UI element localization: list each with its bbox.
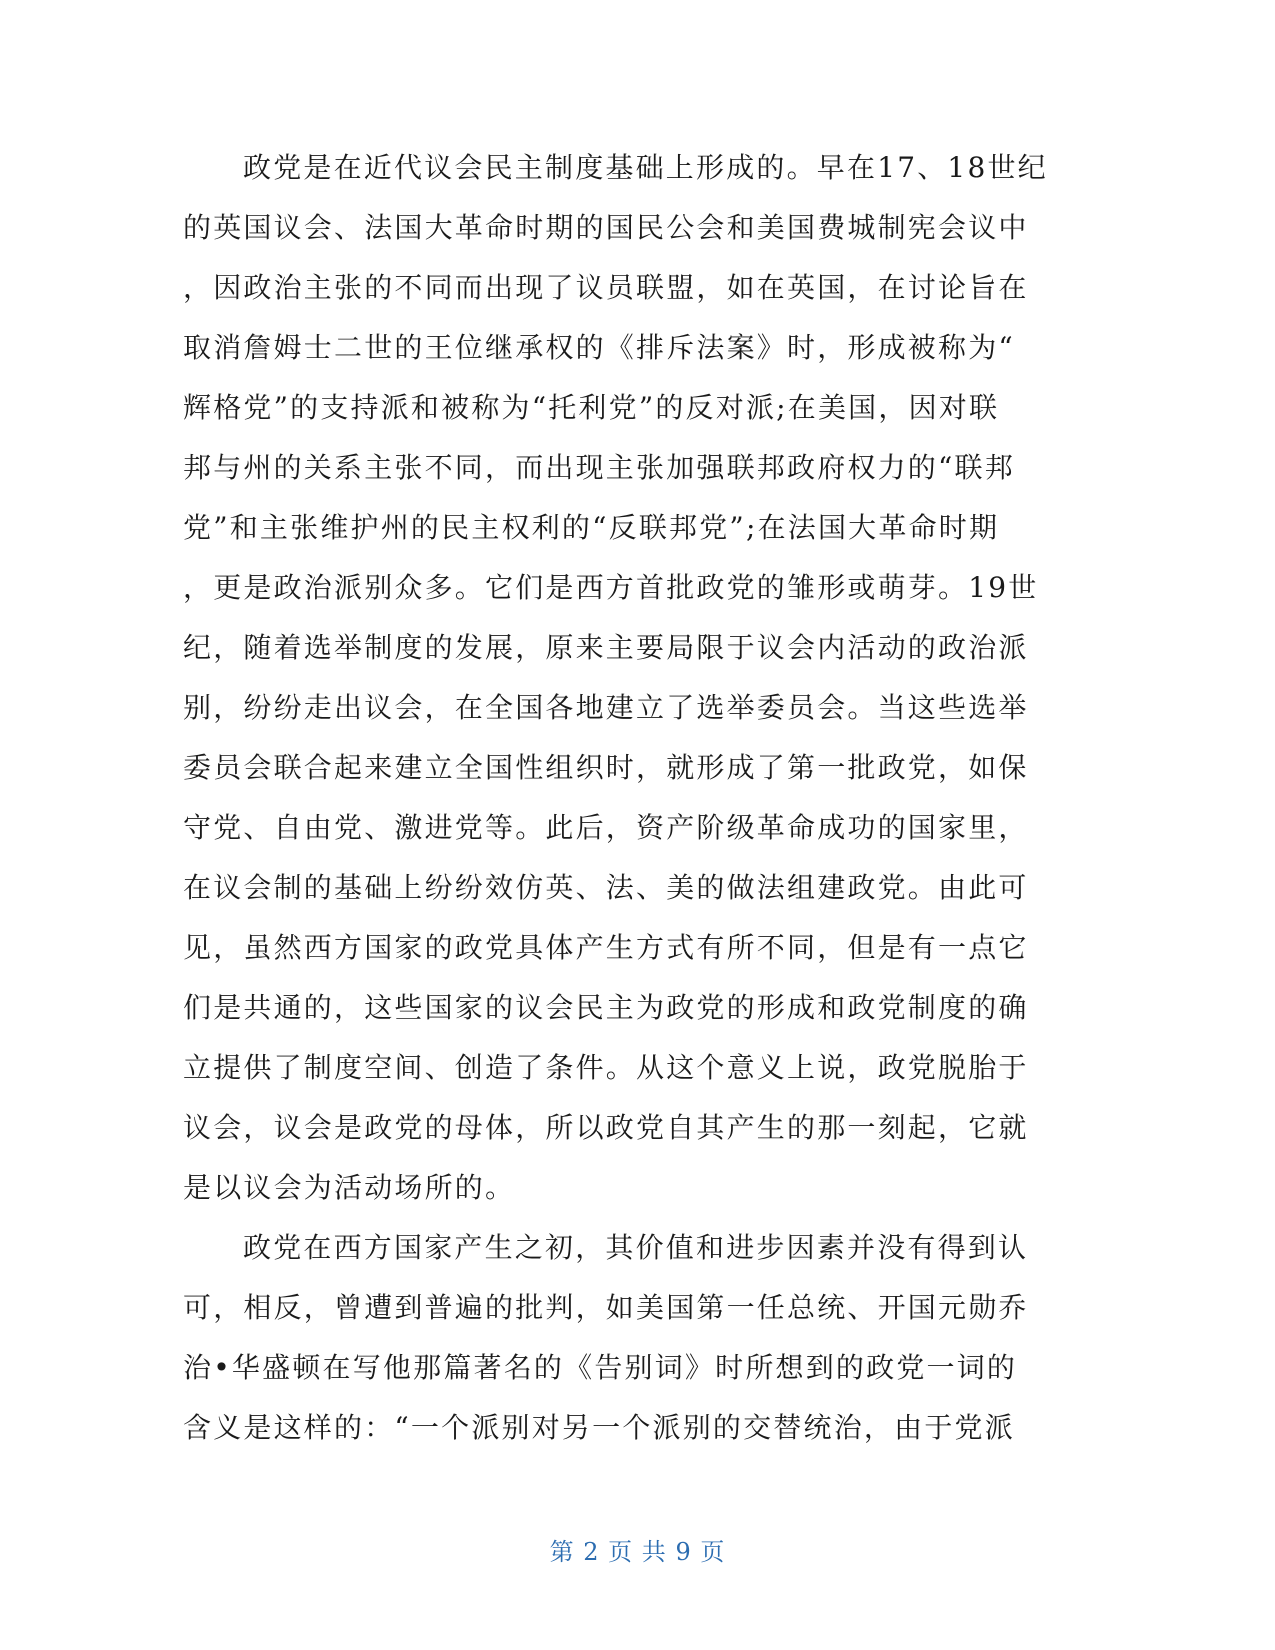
text-line: 取消詹姆士二世的王位继承权的《排斥法案》时，形成被称为“ (183, 331, 1015, 364)
text-line: 邦与州的关系主张不同，而出现主张加强联邦政府权力的“联邦 (183, 451, 1015, 484)
text-line: 在议会制的基础上纷纷效仿英、法、美的做法组建政党。由此可 (183, 871, 1029, 904)
text-line: 别，纷纷走出议会，在全国各地建立了选举委员会。当这些选举 (183, 691, 1029, 724)
text-line: 纪，随着选举制度的发展，原来主要局限于议会内活动的政治派 (183, 631, 1029, 664)
text-line: 们是共通的，这些国家的议会民主为政党的形成和政党制度的确 (183, 991, 1029, 1024)
text-line: 的英国议会、法国大革命时期的国民公会和美国费城制宪会议中 (183, 211, 1029, 244)
page-footer (0, 1532, 1275, 1567)
text-line: 含义是这样的：“一个派别对另一个派别的交替统治，由于党派 (183, 1411, 1015, 1444)
text-line: 治•华盛顿在写他那篇著名的《告别词》时所想到的政党一词的 (183, 1351, 1018, 1384)
text-line: 见，虽然西方国家的政党具体产生方式有所不同，但是有一点它 (183, 931, 1029, 964)
page-number: 第 2 页 共 9 页 (549, 1538, 726, 1566)
text-line: ，因政治主张的不同而出现了议员联盟，如在英国，在讨论旨在 (183, 271, 1029, 304)
text-line: 可，相反，曾遭到普遍的批判，如美国第一任总统、开国元勋乔 (183, 1291, 1029, 1324)
text-line: 辉格党”的支持派和被称为“托利党”的反对派;在美国，因对联 (183, 391, 1000, 424)
text-line: 党”和主张维护州的民主权利的“反联邦党”;在法国大革命时期 (183, 511, 1000, 544)
text-line: 政党是在近代议会民主制度基础上形成的。早在17、18世纪 (243, 151, 1048, 184)
text-line: 立提供了制度空间、创造了条件。从这个意义上说，政党脱胎于 (183, 1051, 1029, 1084)
text-line: 政党在西方国家产生之初，其价值和进步因素并没有得到认 (243, 1231, 1029, 1264)
body-text (183, 138, 1063, 1458)
text-line: ，更是政治派别众多。它们是西方首批政党的雏形或萌芽。19世 (183, 571, 1039, 604)
text-line: 议会，议会是政党的母体，所以政党自其产生的那一刻起，它就 (183, 1111, 1029, 1144)
text-line: 是以议会为活动场所的。 (183, 1171, 516, 1204)
text-line: 委员会联合起来建立全国性组织时，就形成了第一批政党，如保 (183, 751, 1029, 784)
text-line: 守党、自由党、激进党等。此后，资产阶级革命成功的国家里， (183, 811, 1029, 844)
